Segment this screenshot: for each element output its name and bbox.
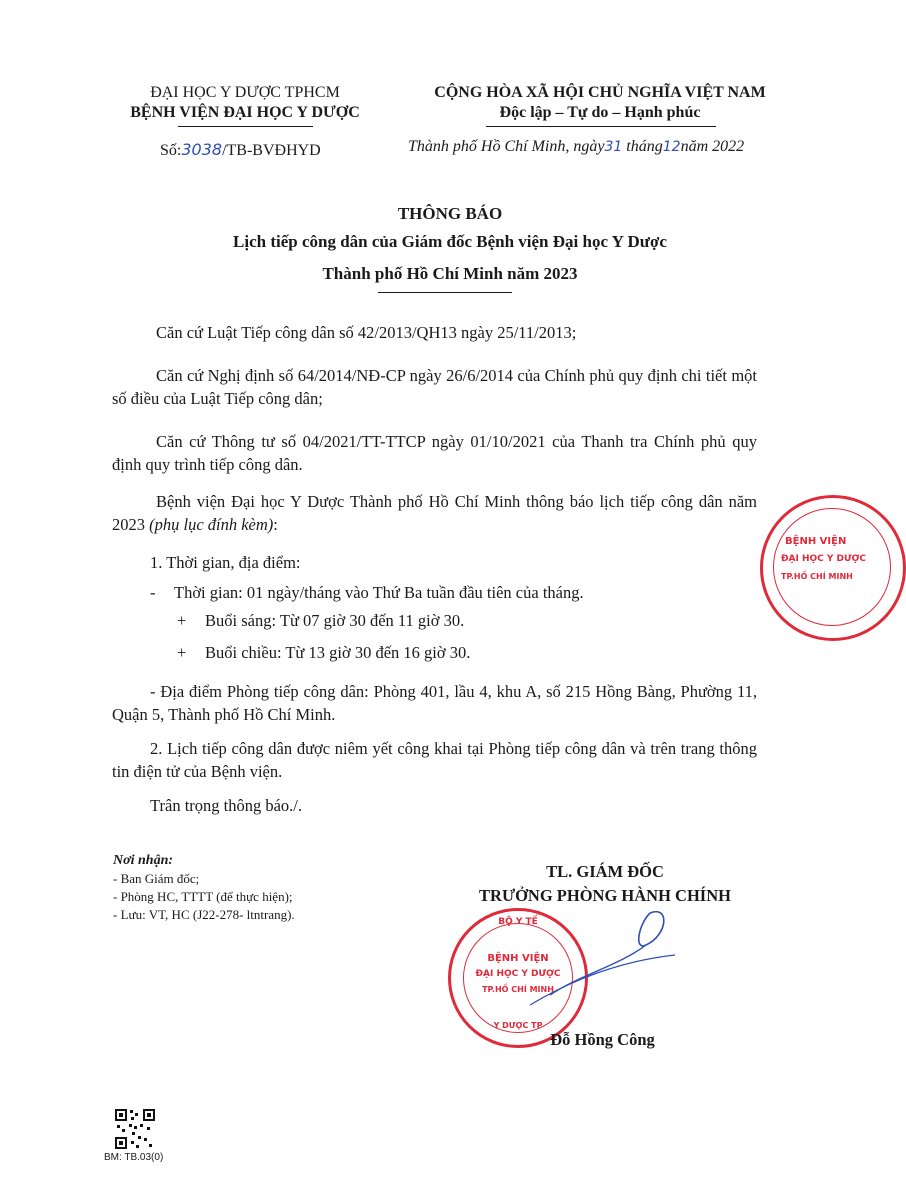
form-code: BM: TB.03(0) [104,1152,164,1163]
motto-underline [486,126,716,127]
doc-number [160,140,321,160]
legal-basis-1: Căn cứ Luật Tiếp công dân số 42/2013/QH13 ngày 25/11/2013; [156,323,577,342]
title-underline [378,292,512,293]
country-name: CỘNG HÒA XÃ HỘI CHỦ NGHĨA VIỆT NAM [434,84,766,101]
recipient-item: - Lưu: VT, HC (J22-278- ltntrang). [113,907,295,922]
intro-main: Bệnh viện Đại học Y Dược Thành phố Hồ Chí Minh thông báo lịch tiếp công dân năm 2023 [112,492,757,534]
recipient-item: - Phòng HC, TTTT (để thực hiện); [113,889,293,904]
document-title-line2: Thành phố Hồ Chí Minh năm 2023 [322,264,578,283]
edge-stamp-line1: BỆNH VIỆN [785,536,847,547]
header-left [100,83,390,123]
org-name: BỆNH VIỆN ĐẠI HỌC Y DƯỢC [130,104,360,121]
edge-stamp-line2: ĐẠI HỌC Y DƯỢC [781,554,867,564]
stamp-bottom-text: Y DƯỢC TP [493,1021,543,1030]
signatory-name: Đỗ Hồng Công [550,1030,655,1049]
date-month: 12 [662,139,681,155]
recipient-item: - Ban Giám đốc; [113,871,200,886]
edge-stamp [760,495,906,641]
time-line: Thời gian: 01 ngày/tháng vào Thứ Ba tuần đầu tiên của tháng. [174,583,584,602]
signatory-line1: TL. GIÁM ĐỐC [546,862,664,881]
intro-paragraph [112,490,757,536]
stamp-line1: BỆNH VIỆN [487,953,549,964]
afternoon-hours: Buổi chiều: Từ 13 giờ 30 đến 16 giờ 30. [205,643,471,662]
doc-number-suffix: /TB-BVĐHYD [222,142,321,159]
place-line: - Địa điểm Phòng tiếp công dân: Phòng 401, lầu 4, khu A, số 215 Hồng Bàng, Phường 11, Quận 5, Thành phố Hồ Chí Minh. [112,682,757,724]
legal-basis-2: Căn cứ Nghị định số 64/2014/NĐ-CP ngày 26/6/2014 của Chính phủ quy định chi tiết một số điều của Luật Tiếp công dân; [112,366,757,408]
afternoon-plus: + [177,643,187,662]
time-dash: - [150,583,156,602]
doc-number-handwritten: 3038 [181,140,223,159]
doc-number-prefix: Số: [160,142,182,159]
morning-plus: + [177,611,187,630]
org-underline [178,126,313,127]
date-prefix: Thành phố Hồ Chí Minh, ngày [408,138,605,155]
closing-line: Trân trọng thông báo./. [150,796,303,815]
signatory-line2: TRƯỞNG PHÒNG HÀNH CHÍNH [479,886,731,905]
edge-stamp-inner-ring [773,508,891,626]
morning-hours: Buổi sáng: Từ 07 giờ 30 đến 11 giờ 30. [205,611,465,630]
org-parent: ĐẠI HỌC Y DƯỢC TPHCM [150,84,340,101]
recipients [113,852,295,924]
handwritten-signature [520,905,680,1015]
qr-code-icon [114,1108,156,1150]
edge-stamp-line3: TP.HỒ CHÍ MINH [781,572,853,581]
item-1-heading: 1. Thời gian, địa điểm: [150,553,301,572]
stamp-line2: ĐẠI HỌC Y DƯỢC [475,969,561,979]
document-type: THÔNG BÁO [397,204,503,223]
item-2: 2. Lịch tiếp công dân được niêm yết công khai tại Phòng tiếp công dân và trên trang thông tin điện tử của Bệnh viện. [112,739,757,781]
recipients-heading: Nơi nhận: [113,853,174,868]
stamp-top-text: BỘ Y TẾ [498,917,538,927]
document-title-line1: Lịch tiếp công dân của Giám đốc Bệnh viện Đại học Y Dược [233,232,667,251]
date-line [408,138,744,156]
date-month-label: tháng [626,138,663,155]
date-year: năm 2022 [680,138,745,155]
intro-end: : [273,515,278,534]
date-day: 31 [604,139,623,155]
intro-note: (phụ lục đính kèm) [149,515,274,534]
motto: Độc lập – Tự do – Hạnh phúc [499,104,701,121]
stamp-line3: TP.HỒ CHÍ MINH [482,985,554,994]
legal-basis-3: Căn cứ Thông tư số 04/2021/TT-TTCP ngày 01/10/2021 của Thanh tra Chính phủ quy định quy trình tiếp công dân. [112,432,757,474]
header-right [395,83,805,123]
